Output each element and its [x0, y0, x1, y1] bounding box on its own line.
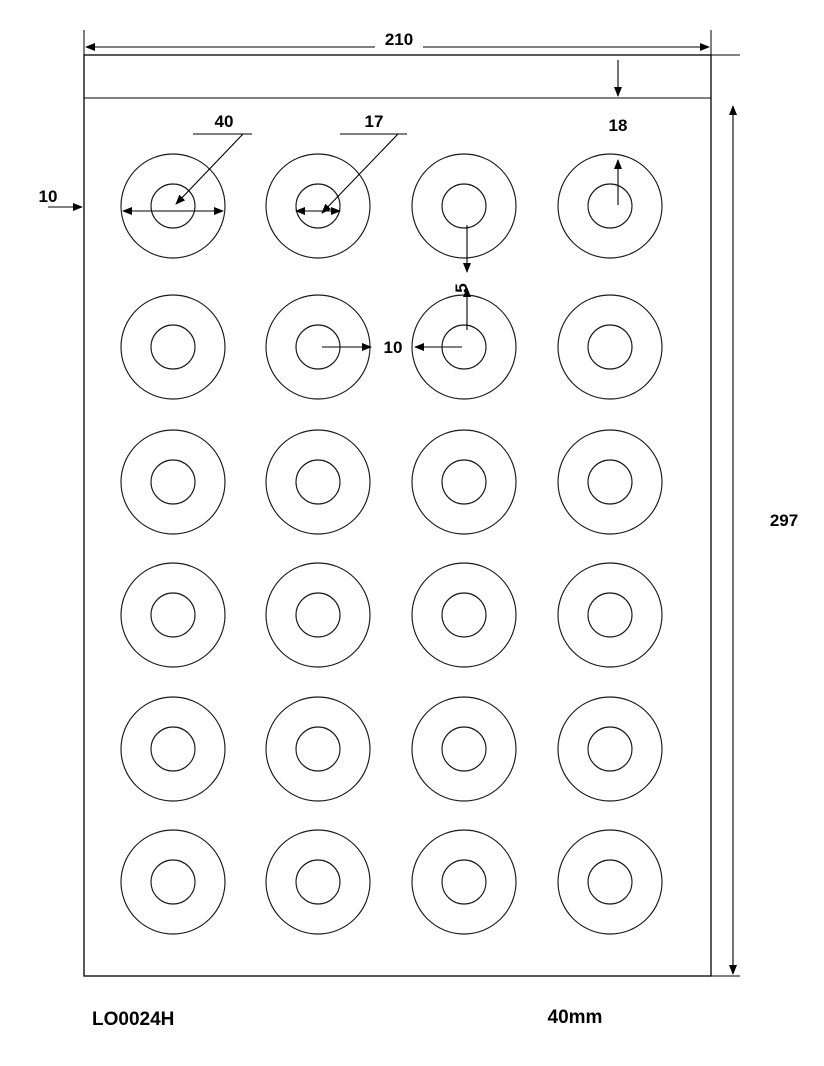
label-ring — [266, 154, 370, 258]
dimension-40-text: 40 — [214, 112, 234, 131]
label-ring — [558, 295, 662, 399]
label-grid — [121, 154, 662, 934]
label-ring — [412, 154, 516, 258]
dimension-18-text: 18 — [608, 116, 628, 135]
od-leader — [176, 134, 243, 204]
dimension-inner-diameter — [296, 112, 407, 213]
label-ring — [558, 830, 662, 934]
drawing-code-label: LO0024H — [92, 1009, 175, 1030]
label-ring — [412, 563, 516, 667]
label-ring — [266, 430, 370, 534]
dimension-17-text: 17 — [364, 112, 384, 131]
label-ring — [558, 697, 662, 801]
label-ring — [121, 295, 225, 399]
sheet-outline — [84, 55, 711, 976]
dimension-5-text: 5 — [452, 283, 471, 293]
label-ring — [121, 563, 225, 667]
label-ring — [121, 830, 225, 934]
dimension-horizontal-gap — [322, 338, 462, 357]
label-ring — [266, 697, 370, 801]
dimension-297-text: 297 — [769, 511, 799, 530]
label-ring — [558, 430, 662, 534]
dimension-left-margin — [39, 187, 82, 207]
label-ring — [558, 154, 662, 258]
dimension-10-gap-text: 10 — [383, 338, 403, 357]
label-ring — [558, 563, 662, 667]
label-ring — [121, 697, 225, 801]
dimension-top-margin — [609, 60, 628, 205]
dimension-sheet-width — [84, 28, 711, 55]
label-ring — [266, 563, 370, 667]
sheet-outline-group — [84, 55, 711, 976]
dimension-outer-diameter — [123, 112, 252, 211]
label-ring — [121, 430, 225, 534]
label-ring — [412, 697, 516, 801]
id-leader — [322, 134, 398, 213]
label-ring — [266, 830, 370, 934]
dimension-sheet-height — [711, 55, 798, 976]
label-ring — [412, 430, 516, 534]
dimension-210-text: 210 — [384, 30, 414, 49]
label-ring — [412, 830, 516, 934]
dimension-vertical-gap — [452, 225, 471, 330]
label-size-caption: 40mm — [547, 1007, 603, 1028]
dimension-10-left-text: 10 — [38, 187, 58, 206]
